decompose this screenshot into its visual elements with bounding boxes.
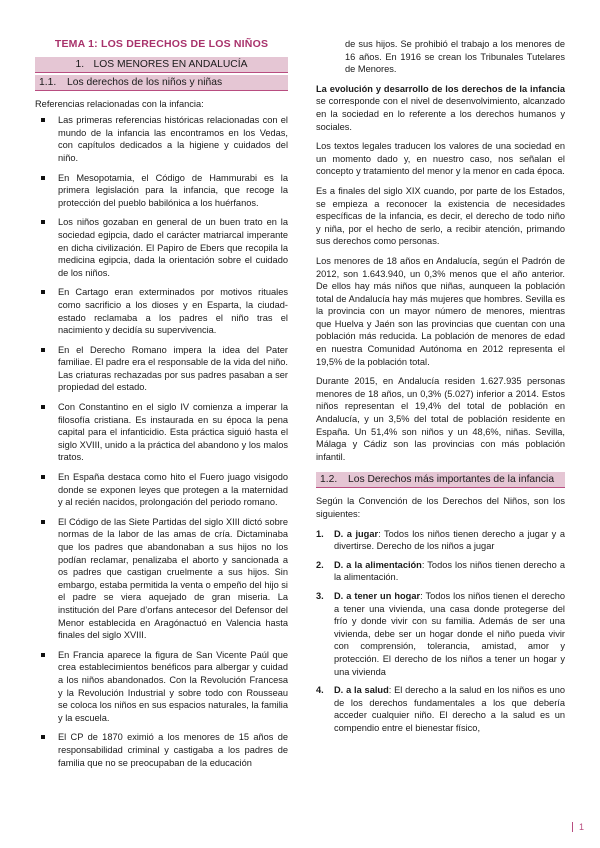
bullet-item: El Código de las Siete Partidas del siglo XIII dictó sobre normas de la labor de las amas de cría. Dictaminaba que los padres que abandonaban a sus hijos no los podían reclamar, penalizaba el aborto y sancionada a os padres que castigan cruelmente a sus hijos. Sin embargo, estaba permitida la venta o empeño del hijo si el padre se viera aquejado de gran miseria. La institución del Pare d’orfans antecesor del Defensor del Menor establecida en Aragónactuó en Valencia hasta finales del siglo XVIII. [35, 516, 288, 642]
section-1-1-heading [35, 75, 288, 91]
right-title: D. a la salud [334, 685, 389, 696]
bullet-item: Las primeras referencias históricas relacionadas con el mundo de la infancia las encontramos en los Vedas, con capítulos dedicados a la higiene y cuidados del niño. [35, 114, 288, 164]
evolution-paragraph [316, 83, 565, 133]
evolution-text: se corresponde con el nivel de desenvolvimiento, alcanzado en la sociedad en lo referente a los derechos humanos y sociales. [316, 96, 565, 132]
section-1-2-number: 1.2. [320, 474, 338, 486]
bullet-item: En España destaca como hito el Fuero juago visigodo donde se exponen leyes que protegen a la maternidad y al recién nacidos, prolongación del periodo romano. [35, 471, 288, 509]
section-1-heading [35, 57, 288, 73]
right-number: 1. [316, 528, 324, 539]
right-text: : Todos los niños tienen el derecho a tener una vivienda, una casa donde protegerse del frío y donde vivir con su familia. Además de ser una vivienda, debe ser un hogar donde el niño pueda vivir con comprensión, tolerancia, amistad, amor y protección. El derecho de los niños a tener un hogar y una vivienda [334, 590, 565, 677]
right-number: 2. [316, 559, 324, 570]
xix-century-paragraph: Es a finales del siglo XIX cuando, por parte de los Estados, se empieza a reconocer la existencia de necesidades específicas de la infancia, es decir, el derecho de todo niño y niña, por el hecho de serlo, a recibir atención, primando sus derechos como personas. [316, 185, 565, 247]
section-1-2-heading [316, 472, 565, 488]
intro-text: Referencias relacionadas con la infancia: [35, 98, 204, 109]
bullet-item: En Francia aparece la figura de San Vicente Paúl que crea establecimientos benéficos para albergar y cuidad a los niños abandonados. Con la Revolución Francesa y la Revolución Industrial y sobre todo con Rousseau se coloca los niños en sus espacios naturales, la familia y la escuela. [35, 649, 288, 725]
right-item [316, 590, 565, 678]
right-title: D. a jugar [334, 528, 379, 539]
legal-texts-paragraph: Los textos legales traducen los valores de una sociedad en un momento dado y, en nuestro caso, nos señalan el concepto y tratamiento del menor y la menor en cada época. [316, 141, 565, 177]
statistics-2012-paragraph: Los menores de 18 años en Andalucía, según el Padrón de 2012, son 1.643.940, un 0,3% menos que el año anterior. De ellos hay más niños que niñas, aunqueen la población total de Andalucía hay más mujeres que hombres. Sevilla es la provincia con un mayor número de menores, mientras que Huelva y Jaén son las provincias que cuentan con una población más reducida. La población de menores de edad en nuestra Comunidad Autónoma en 2012 representa el 19,5% de la población total. [316, 255, 565, 367]
right-item [316, 559, 565, 584]
rights-list [316, 528, 565, 735]
right-column [316, 38, 565, 741]
section-1-1-label: Los derechos de los niños y niñas [67, 76, 223, 88]
bullet-item: En Cartago eran exterminados por motivos rituales como sacrificio a los dioses y en Esparta, la ciudad-estado reclamaba a los padres el niño tras el nacimiento y decidía su supervivencia. [35, 286, 288, 336]
right-text: : Todos los niños tienen derecho a la alimentación. [334, 559, 565, 583]
history-bullet-list [35, 114, 288, 769]
right-title: D. a tener un hogar [334, 590, 421, 601]
left-column [35, 38, 288, 776]
right-item [316, 528, 565, 553]
right-title: D. a la alimentación [334, 559, 422, 570]
bullet-item: En el Derecho Romano impera la idea del Pater familiae. El padre era el responsable de la vida del niño. Las criaturas rechazadas por sus padres pasaban a ser propiedad del estado. [35, 344, 288, 394]
right-number: 4. [316, 685, 324, 696]
page-number: 1 [572, 822, 584, 832]
bullet-item: El CP de 1870 eximió a los menores de 15 años de responsabilidad criminal y castigaba a los padres de familia que no se preocupaban de la educación [35, 731, 288, 769]
page-title: TEMA 1: LOS DERECHOS DE LOS NIÑOS [54, 38, 269, 50]
bullet-item: Los niños gozaban en general de un buen trato en la sociedad egipcia, dado el carácter matriarcal imperante en dicha civilización. El Papiro de Ebers que recopila la medicina egipcia, dada la orientación sobre el cuidado de los niños. [35, 216, 288, 279]
right-text: : Todos los niños tienen derecho a jugar y a divertirse. Derecho de los niños a jugar [334, 528, 565, 552]
section-1-label: LOS MENORES EN ANDALUCÍA [93, 58, 248, 70]
right-item [316, 684, 565, 734]
section-1-2-label: Los Derechos más importantes de la infancia [348, 474, 555, 486]
continuation-paragraph: de sus hijos. Se prohibió el trabajo a los menores de 16 años. En 1916 se crean los Tribunales Tutelares de Menores. [345, 39, 565, 75]
right-number: 3. [316, 590, 324, 601]
statistics-2015-paragraph: Durante 2015, en Andalucía residen 1.627.935 personas menores de 18 años, un 0,3% (5.027) inferior a 2014. Estos niños representan el 19,4% del total de población en Andalucía, y un 3,5% del total de población residente en España. Un 51,4% son niños y un 48,6%, niñas. Sevilla, Málaga y Cádiz son las provincias con más población infantil. [316, 376, 565, 462]
section-1-number: 1. [75, 58, 85, 70]
right-text: : El derecho a la salud en los niños es uno de los derechos fundamentales a los que debería acceder cualquier niño. El derecho a la salud es un compendio entre el bienestar físico, [334, 685, 565, 733]
bullet-item: En Mesopotamia, el Código de Hammurabi es la primera legislación para la infancia, que recoge la protección del pueblo babilónica a los huérfanos. [35, 172, 288, 210]
bullet-item: Con Constantino en el siglo IV comienza a imperar la filosofía cristiana. Es instaurada en su época la pena capital para el infanticidio. Esta práctica siguió hasta el siglo XVIII, unido a la práctica del abandono y los malos tratos. [35, 401, 288, 464]
convention-intro: Según la Convención de los Derechos del Niños, son los siguientes: [316, 496, 565, 519]
evolution-bold-text: La evolución y desarrollo de los derechos de la infancia [316, 83, 565, 94]
section-1-1-number: 1.1. [39, 76, 57, 88]
